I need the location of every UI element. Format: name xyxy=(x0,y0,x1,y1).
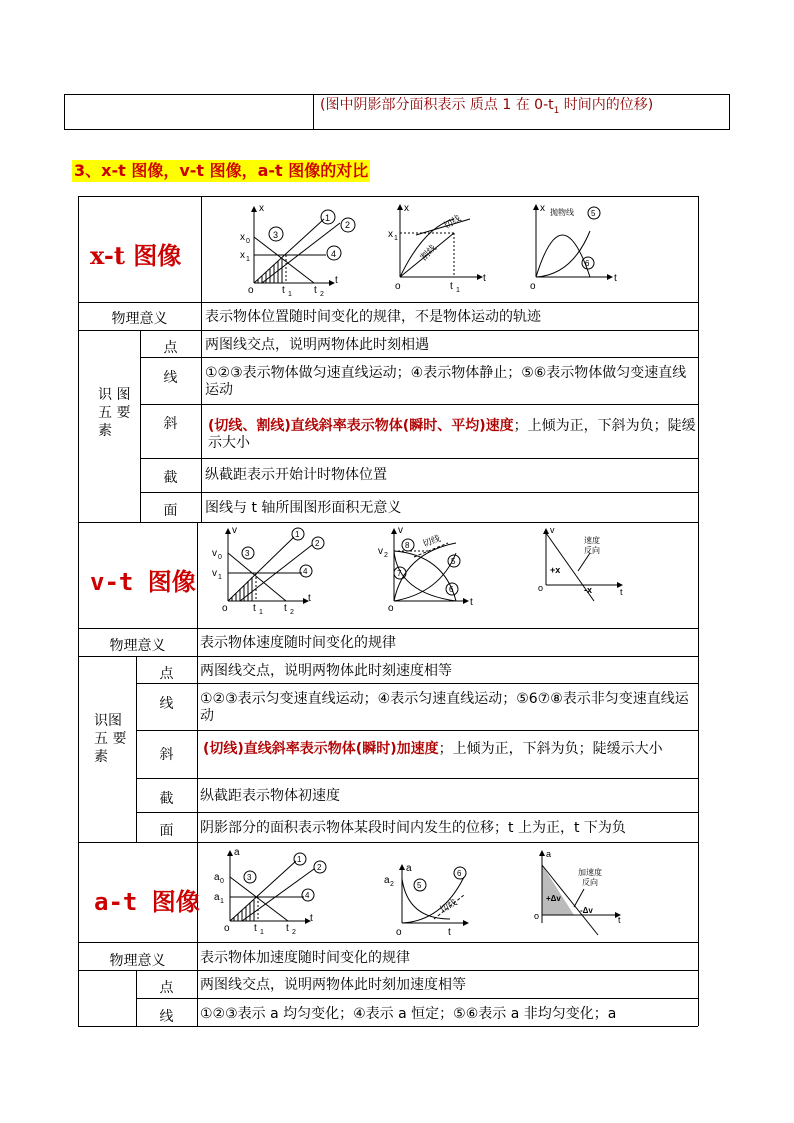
svg-text:o: o xyxy=(534,911,540,921)
row-line xyxy=(140,458,698,459)
svg-text:1: 1 xyxy=(260,929,264,936)
vt-row-label-area: 面 xyxy=(159,823,174,839)
svg-text:a: a xyxy=(214,872,220,883)
svg-text:a: a xyxy=(406,863,412,874)
vt-row-label-point: 点 xyxy=(159,666,174,682)
svg-text:2: 2 xyxy=(320,291,324,298)
svg-text:t: t xyxy=(614,273,617,284)
svg-text:t: t xyxy=(450,281,453,292)
svg-text:抛物线: 抛物线 xyxy=(550,208,574,217)
vt-title: v-t 图像 xyxy=(90,568,196,596)
row-line xyxy=(78,942,698,943)
svg-text:1: 1 xyxy=(456,287,460,294)
svg-text:3: 3 xyxy=(273,230,279,240)
svg-text:6: 6 xyxy=(457,869,462,878)
at-row-label-line: 线 xyxy=(159,1009,174,1025)
at-meaning: 表示物体加速度随时间变化的规律 xyxy=(200,950,410,966)
at-title: a-t 图像 xyxy=(94,888,200,916)
xt-graph-circles xyxy=(269,210,355,260)
svg-text:2: 2 xyxy=(292,929,296,936)
svg-text:t: t xyxy=(335,275,338,286)
svg-text:5: 5 xyxy=(591,209,596,218)
vt-graph3-labels xyxy=(538,525,623,597)
svg-text:8: 8 xyxy=(405,541,410,550)
svg-text:3: 3 xyxy=(245,549,250,558)
svg-text:t: t xyxy=(448,927,451,938)
xt-graph-labels xyxy=(240,203,350,298)
svg-text:加速度: 加速度 xyxy=(578,868,602,877)
svg-text:x: x xyxy=(240,232,245,243)
svg-text:切线: 切线 xyxy=(421,533,442,549)
row-line xyxy=(136,683,698,684)
top-note-divider xyxy=(313,94,314,130)
row-line xyxy=(136,998,698,999)
svg-text:2: 2 xyxy=(384,552,388,559)
svg-text:2: 2 xyxy=(290,609,294,616)
svg-text:0: 0 xyxy=(218,554,222,561)
row-line xyxy=(78,970,698,971)
xt-meaning: 表示物体位置随时间变化的规律，不是物体运动的轨迹 xyxy=(205,309,541,325)
svg-text:7: 7 xyxy=(397,569,402,578)
svg-text:2: 2 xyxy=(315,539,320,548)
row-line xyxy=(140,404,698,405)
svg-text:6: 6 xyxy=(449,585,454,594)
svg-text:o: o xyxy=(530,281,536,292)
xt-graph2-lines xyxy=(400,205,482,277)
xt-row-text-intercept: 纵截距表示开始计时物体位置 xyxy=(205,467,387,483)
vt-row-text-point: 两图线交点，说明两物体此时刻速度相等 xyxy=(200,663,452,679)
svg-text:x: x xyxy=(388,229,393,240)
svg-text:o: o xyxy=(395,281,401,292)
vt-row-text-area: 阴影部分的面积表示物体某段时间内发生的位移；t 上为正，t 下为负 xyxy=(200,820,626,836)
svg-text:t: t xyxy=(253,603,256,614)
svg-text:o: o xyxy=(224,923,230,934)
top-note-text: (图中阴影部分面积表示 质点 1 在 $0-t_1$ 时间内的位移) xyxy=(320,97,654,116)
svg-text:o: o xyxy=(222,603,228,614)
xt-meaning-label: 物理意义 xyxy=(111,311,168,327)
row-line xyxy=(78,1026,698,1027)
at-graph2-labels xyxy=(384,863,462,938)
col-line xyxy=(197,970,198,1026)
svg-text:反向: 反向 xyxy=(584,546,600,555)
svg-text:t: t xyxy=(284,603,287,614)
section-heading: 3、x-t 图像，v-t 图像，a-t 图像的对比 xyxy=(74,161,369,180)
xt-row-text-slope: (切线、割线)直线斜率表示物体(瞬时、平均)速度；上倾为正，下斜为负；陡缓示大小 xyxy=(208,418,696,451)
svg-text:切线: 切线 xyxy=(442,213,463,231)
svg-text:a: a xyxy=(234,847,240,858)
row-line xyxy=(136,812,698,813)
row-line xyxy=(78,628,698,629)
svg-text:-Δv: -Δv xyxy=(580,906,593,915)
vt-graph1-circles xyxy=(242,528,324,577)
xt-row-text-point: 两图线交点，说明两物体此时刻相遇 xyxy=(205,337,429,353)
xt-graphs xyxy=(202,197,697,302)
svg-text:t: t xyxy=(620,587,623,597)
svg-text:1: 1 xyxy=(297,855,302,864)
svg-text:v: v xyxy=(378,546,383,557)
at-row-text-line: ①②③表示 a 均匀变化；④表示 a 恒定；⑤⑥表示 a 非均匀变化；a xyxy=(200,1006,617,1022)
svg-text:v: v xyxy=(212,548,217,559)
vt-meaning-label: 物理意义 xyxy=(109,638,166,654)
xt-graph3-labels xyxy=(530,203,617,292)
row-line xyxy=(78,656,698,657)
svg-text:t: t xyxy=(310,913,313,924)
vt-graphs xyxy=(198,523,697,628)
row-line xyxy=(78,330,698,331)
svg-text:2: 2 xyxy=(345,220,351,230)
row-line xyxy=(136,730,698,731)
svg-text:o: o xyxy=(538,583,544,593)
svg-text:+Δv: +Δv xyxy=(546,894,561,903)
svg-text:v: v xyxy=(232,525,237,536)
xt-title: x-t 图像 xyxy=(90,241,182,270)
svg-text:1: 1 xyxy=(288,291,292,298)
svg-text:v: v xyxy=(212,568,217,579)
svg-text:4: 4 xyxy=(303,567,308,576)
svg-text:x: x xyxy=(404,203,409,214)
vt-row-text-slope: (切线)直线斜率表示物体(瞬时)加速度；上倾为正，下斜为负；陡缓示大小 xyxy=(203,741,663,757)
xt-row-label-point: 点 xyxy=(163,340,178,356)
svg-text:6: 6 xyxy=(585,259,590,268)
vt-row-label-intercept: 截 xyxy=(159,791,174,807)
svg-text:t: t xyxy=(470,597,473,608)
svg-text:2: 2 xyxy=(390,881,394,888)
svg-text:4: 4 xyxy=(331,249,337,259)
svg-text:t: t xyxy=(314,285,317,296)
xt-graph3-lines xyxy=(536,205,612,277)
vt-row-text-intercept: 纵截距表示物体初速度 xyxy=(200,788,340,804)
svg-text:o: o xyxy=(248,285,254,296)
svg-text:3: 3 xyxy=(247,873,252,882)
svg-text:1: 1 xyxy=(218,574,222,581)
xt-group-label: 识 图 五 要 素 xyxy=(98,387,131,439)
svg-text:1: 1 xyxy=(394,235,398,242)
svg-text:a: a xyxy=(546,849,552,859)
svg-text:速度: 速度 xyxy=(584,536,600,545)
svg-text:x: x xyxy=(259,203,264,214)
col-line xyxy=(197,656,198,842)
svg-text:5: 5 xyxy=(417,881,422,890)
xt-row-label-intercept: 截 xyxy=(163,470,178,486)
row-line xyxy=(78,302,698,303)
svg-text:5: 5 xyxy=(451,557,456,566)
vt-row-text-line: ①②③表示匀变速直线运动；④表示匀速直线运动；⑤6⑦⑧表示非匀变速直线运动 xyxy=(200,691,689,724)
svg-text:t: t xyxy=(286,923,289,934)
vt-row-label-slope: 斜 xyxy=(159,747,174,763)
row-line xyxy=(140,492,698,493)
vt-group-label: 识图 五 要 素 xyxy=(94,713,127,765)
svg-text:t: t xyxy=(483,273,486,284)
svg-text:1: 1 xyxy=(325,213,331,223)
at-row-text-point: 两图线交点，说明两物体此时刻加速度相等 xyxy=(200,977,466,993)
table-border-right xyxy=(698,196,699,1026)
svg-text:0: 0 xyxy=(220,878,224,885)
svg-text:t: t xyxy=(254,923,257,934)
xt-row-label-line: 线 xyxy=(163,370,178,386)
svg-text:v: v xyxy=(550,525,555,535)
svg-text:t: t xyxy=(618,915,621,925)
vt-meaning: 表示物体速度随时间变化的规律 xyxy=(200,635,396,651)
xt-row-text-area: 图线与 t 轴所围图形面积无意义 xyxy=(205,500,402,516)
xt-graph2-labels xyxy=(388,203,486,294)
xt-row-text-line: ①②③表示物体做匀速直线运动；④表示物体静止；⑤⑥表示物体做匀变速直线运动 xyxy=(205,365,687,398)
svg-text:2: 2 xyxy=(317,863,322,872)
svg-text:x: x xyxy=(540,203,545,214)
svg-text:1: 1 xyxy=(246,256,250,263)
at-graphs xyxy=(198,843,697,942)
col-line xyxy=(201,330,202,522)
at-meaning-label: 物理意义 xyxy=(109,953,166,969)
svg-text:1: 1 xyxy=(259,609,263,616)
svg-text:4: 4 xyxy=(305,891,310,900)
svg-text:+x: +x xyxy=(550,565,561,575)
row-line xyxy=(140,357,698,358)
svg-text:1: 1 xyxy=(295,530,300,539)
svg-text:x: x xyxy=(240,250,245,261)
xt-row-label-slope: 斜 xyxy=(163,416,178,432)
svg-text:t: t xyxy=(308,593,311,604)
at-row-label-point: 点 xyxy=(159,980,174,996)
xt-row-label-area: 面 xyxy=(163,503,178,519)
svg-text:反向: 反向 xyxy=(582,878,598,887)
svg-text:割线: 割线 xyxy=(418,242,439,263)
svg-text:t: t xyxy=(282,285,285,296)
vt-row-label-line: 线 xyxy=(159,696,174,712)
svg-text:-x: -x xyxy=(584,585,593,595)
at-graph1-circles xyxy=(244,853,326,901)
svg-text:1: 1 xyxy=(220,898,224,905)
svg-text:o: o xyxy=(388,603,394,614)
svg-text:a: a xyxy=(384,875,390,886)
svg-text:v: v xyxy=(398,525,403,536)
row-line xyxy=(136,778,698,779)
svg-text:a: a xyxy=(214,892,220,903)
svg-text:o: o xyxy=(396,927,402,938)
svg-text:0: 0 xyxy=(246,238,250,245)
svg-text:切线: 切线 xyxy=(438,897,459,915)
at-graph3-shade xyxy=(542,865,574,915)
